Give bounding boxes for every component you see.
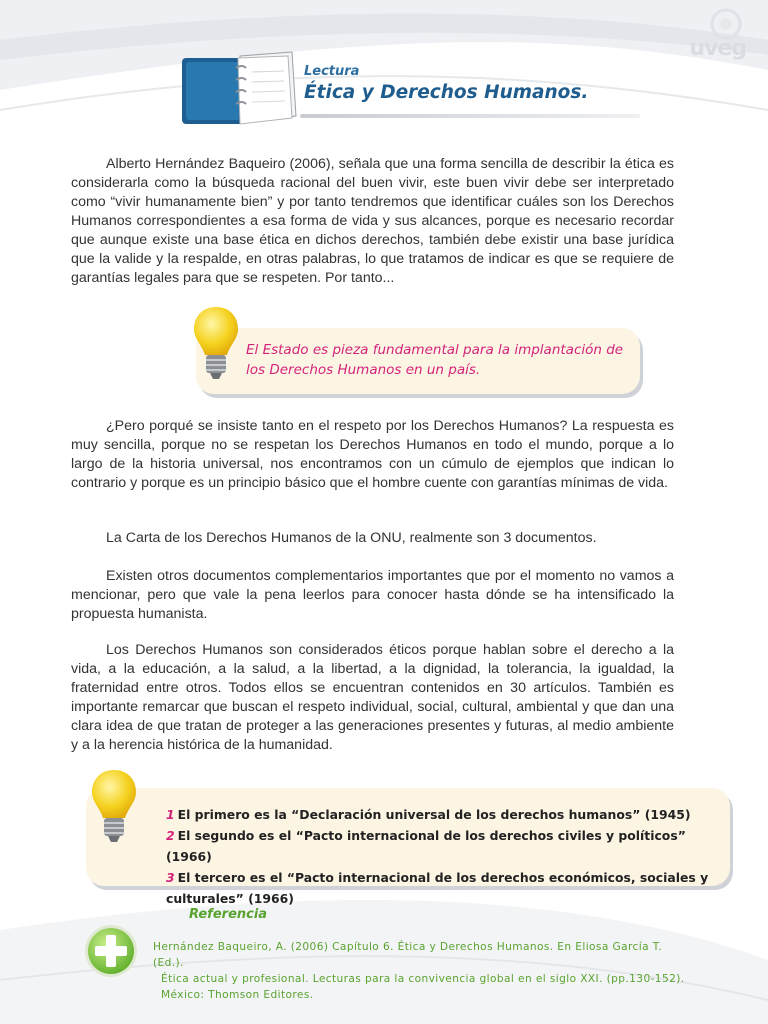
list-number: 2 [166,828,175,843]
lightbulb-icon [192,305,240,385]
list-item-text: El tercero es el “Pacto internacional de los derechos económicos, sociales y culturales” (1966) [166,870,709,906]
header [180,50,660,130]
list-item-text: El primero es la “Declaración universal de los derechos humanos” (1945) [177,807,691,822]
reference-citation [153,939,693,1003]
list-item [166,825,726,867]
binder-icon [180,50,300,128]
lightbulb-icon [90,768,138,848]
plus-icon [83,923,139,979]
paragraph-3: La Carta de los Derechos Humanos de la ONU, realmente son 3 documentos. [106,530,597,546]
paragraph-1: Alberto Hernández Baqueiro (2006), señala que una forma sencilla de describir la ética es considerarla como la búsqueda racional del buen vivir, este buen vivir debe ser interpretado como “vivir humanamente bien” y por tanto tendremos que identificar cuáles son los Derechos Humanos correspondientes a esa forma de vida y sus alcances, porque es necesario recordar que aunque existe una base ética en dichos derechos, también debe existir una base jurídica que la valide y la respalde, en otras palabras, lo que tratamos de indicar es que se requiere de garantías legales para que se respeten. Por tanto... [71,156,674,286]
logo-text: uveg [689,36,746,61]
header-rule [300,114,640,118]
list-item [166,804,726,825]
reference-line: Hernández Baqueiro, A. (2006) Capítulo 6. Ética y Derechos Humanos. En Eliosa García T. (Ed.). [153,941,663,969]
reference-line: Ética actual y profesional. Lecturas para la convivencia global en el siglo XXI. (pp.130-152). [161,973,685,985]
list-item-text: El segundo es el “Pacto internacional de los derechos civiles y políticos” (1966) [166,828,686,864]
callout-1 [196,328,640,394]
callout-1-text: El Estado es pieza fundamental para la implantación de los Derechos Humanos en un país. [246,342,624,378]
callout-2 [86,788,730,906]
paragraph-2: ¿Pero porqué se insiste tanto en el respeto por los Derechos Humanos? La respuesta es muy sencilla, porque no se respetan los Derechos Humanos en todo el mundo, porque a lo largo de la historia universal, nos encontramos con un cúmulo de ejemplos que indican lo contrario y porque es un principio básico que el hombre cuente con garantías mínimas de vida. [71,418,674,491]
list-number: 3 [166,870,175,885]
list-number: 1 [166,807,175,822]
paragraph-5: Los Derechos Humanos son considerados éticos porque hablan sobre el derecho a la vida, a la educación, a la salud, a la libertad, a la dignidad, la tolerancia, la igualdad, la fraternidad entre otros. Todos ellos se encuentran contenidos en 30 artículos. También es importante remarcar que buscan el respeto individual, social, cultural, ambiental y que dan una clara idea de que tratan de proteger a las generaciones presentes y futuras, al medio ambiente y a la herencia histórica de la humanidad. [71,642,674,753]
page-title: Ética y Derechos Humanos. [304,82,589,103]
list-item [166,867,726,909]
paragraph-4: Existen otros documentos complementarios importantes que por el momento no vamos a mencionar, pero que vale la pena leerlos para conocer hasta dónde se ha intensificado la propuesta humanista. [71,568,674,622]
reference-heading: Referencia [189,907,268,922]
section-kicker: Lectura [304,64,360,79]
reference-line: México: Thomson Editores. [161,989,314,1001]
documents-list [166,804,726,909]
